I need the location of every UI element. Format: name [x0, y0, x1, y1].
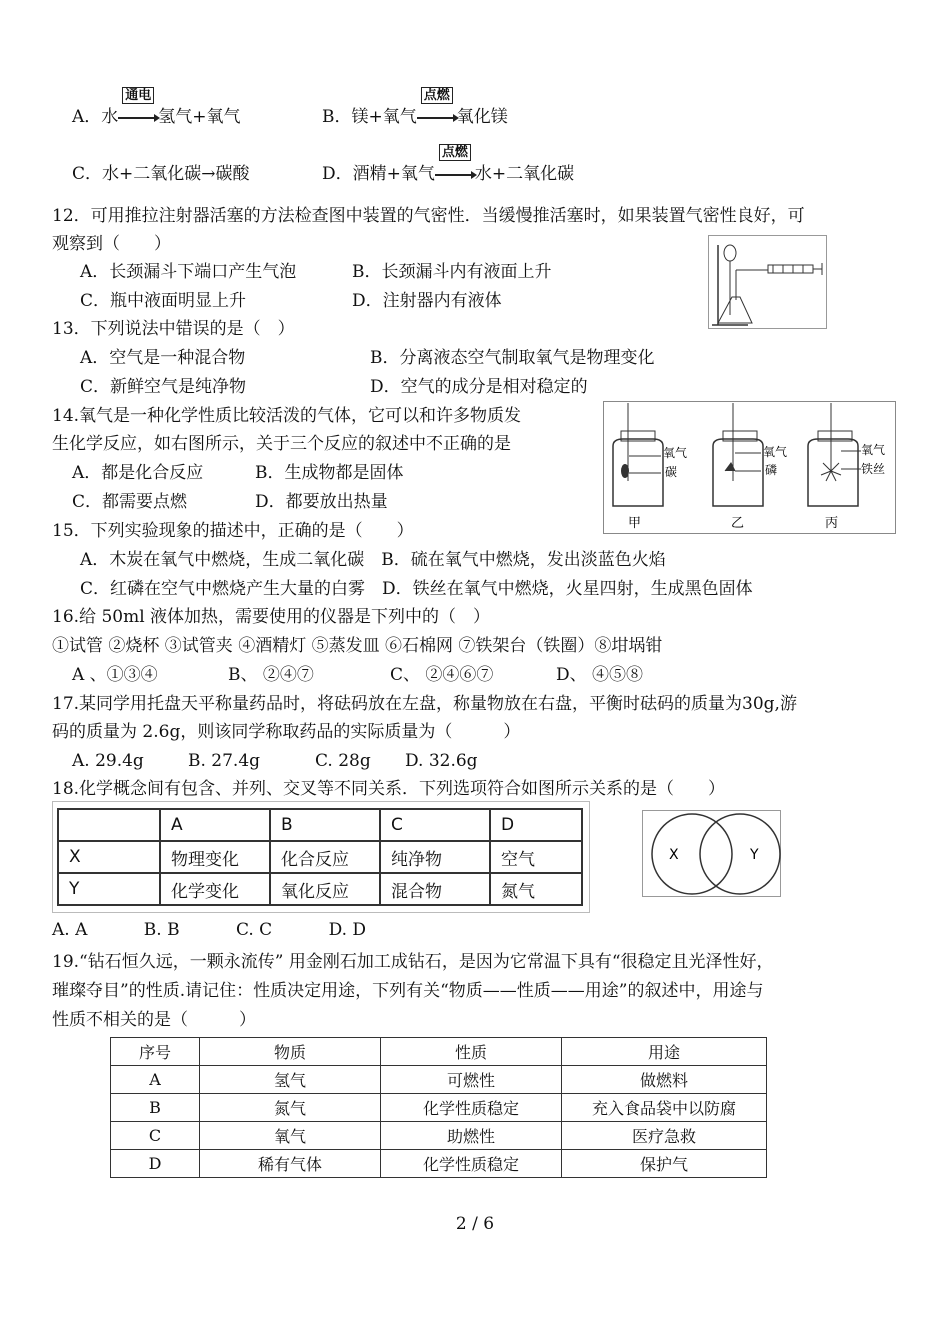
table-cell: 化学性质稳定	[381, 1150, 562, 1178]
table-cell: 纯净物	[380, 841, 490, 873]
table-cell: 氮气	[200, 1094, 381, 1122]
q16-option-d: D、 ④⑤⑧	[556, 665, 644, 685]
venn-label-x: X	[669, 847, 679, 863]
jar3-label-substance: 铁丝	[861, 462, 886, 476]
table-row	[58, 873, 582, 905]
table-cell: 化合反应	[270, 841, 380, 873]
table-cell: Y	[58, 873, 160, 905]
q15-options-cd: C．红磷在空气中燃烧产生大量的白雾 D．铁丝在氧气中燃烧，火星四射，生成黑色固体	[80, 579, 753, 599]
table-cell: B	[111, 1094, 200, 1122]
table-cell: 混合物	[380, 873, 490, 905]
jar2-label-oxygen: 氧气	[763, 445, 788, 459]
table-row	[58, 841, 582, 873]
reaction-arrow: 点燃	[417, 106, 457, 128]
table-cell: 化学变化	[160, 873, 270, 905]
q13-option-c: C．新鲜空气是纯净物	[80, 377, 247, 397]
jar-iron-wire	[808, 403, 885, 531]
table-cell: 做燃料	[562, 1066, 767, 1094]
combustion-jars-figure	[603, 401, 896, 534]
q13-option-d: D．空气的成分是相对稳定的	[370, 377, 588, 397]
jar1-name: 甲	[628, 516, 642, 531]
q16-option-a: A 、①③④	[72, 665, 158, 685]
table-cell: 氢气	[200, 1066, 381, 1094]
q12-stem-line1: 12．可用推拉注射器活塞的方法检查图中装置的气密性．当缓慢推活塞时，如果装置气密性良好，可	[52, 206, 805, 226]
q19-stem-line2: 璀璨夺目”的性质.请记住：性质决定用途，下列有关“物质——性质——用途”的叙述中，用途与	[52, 981, 764, 1001]
table-row	[58, 809, 582, 841]
q13-stem: 13．下列说法中错误的是（ ）	[52, 319, 295, 339]
q18-stem: 18.化学概念间有包含、并列、交叉等不同关系．下列选项符合如图所示关系的是（ ）	[52, 779, 726, 799]
q12-stem-line2: 观察到（ ）	[52, 234, 171, 254]
q12-option-c: C．瓶中液面明显上升	[80, 291, 247, 311]
q12-option-d: D．注射器内有液体	[352, 291, 502, 311]
table-cell: D	[490, 809, 582, 841]
q17-option-c: C. 28g	[315, 751, 371, 771]
table-cell: X	[58, 841, 160, 873]
q12-option-b: B．长颈漏斗内有液面上升	[352, 262, 552, 282]
q16-option-c: C、 ②④⑥⑦	[390, 665, 494, 685]
table-cell: B	[270, 809, 380, 841]
q16-option-b: B、 ②④⑦	[228, 665, 314, 685]
table-row	[111, 1122, 767, 1150]
table-cell: 稀有气体	[200, 1150, 381, 1178]
q14-option-d: D．都要放出热量	[255, 492, 388, 512]
table-cell: D	[111, 1150, 200, 1178]
q14-option-a: A．都是化合反应	[72, 463, 204, 483]
q17-option-b: B. 27.4g	[188, 751, 261, 771]
q11-option-a: A．水 通电 氢气+氧气	[72, 88, 241, 127]
jar3-name: 丙	[825, 516, 839, 531]
q19-stem-line1: 19.“钻石恒久远，一颗永流传” 用金刚石加工成钻石，是因为它常温下具有“很稳定且光泽性好，	[52, 952, 774, 972]
q13-option-a: A．空气是一种混合物	[80, 348, 246, 368]
q15-options-ab: A．木炭在氧气中燃烧，生成二氧化碳 B．硫在氧气中燃烧，发出淡蓝色火焰	[80, 550, 666, 570]
q14-option-c: C．都需要点燃	[72, 492, 188, 512]
table-cell: 化学性质稳定	[381, 1094, 562, 1122]
q16-stem: 16.给 50ml 液体加热，需要使用的仪器是下列中的（ ）	[52, 607, 491, 627]
table-cell: C	[380, 809, 490, 841]
q11-option-c: C．水+二氧化碳→碳酸	[72, 164, 250, 184]
jar2-label-substance: 磷	[765, 463, 778, 477]
q17-stem-line2: 码的质量为 2.6g，则该同学称取药品的实际质量为（ ）	[52, 722, 521, 742]
table-cell: A	[160, 809, 270, 841]
table-cell: 用途	[562, 1038, 767, 1066]
table-cell: 可燃性	[381, 1066, 562, 1094]
table-cell: 医疗急救	[562, 1122, 767, 1150]
table-row	[111, 1038, 767, 1066]
q13-option-b: B．分离液态空气制取氧气是物理变化	[370, 348, 655, 368]
q19-table	[110, 1037, 767, 1178]
table-row	[111, 1066, 767, 1094]
jar3-label-oxygen: 氧气	[861, 443, 886, 457]
table-cell: 性质	[381, 1038, 562, 1066]
q17-stem-line1: 17.某同学用托盘天平称量药品时，将砝码放在左盘，称量物放在右盘，平衡时砝码的质量为30g,游	[52, 694, 797, 714]
venn-diagram	[642, 810, 782, 898]
table-cell: 充入食品袋中以防腐	[562, 1094, 767, 1122]
q14-stem-line1: 14.氧气是一种化学性质比较活泼的气体，它可以和许多物质发	[52, 406, 522, 426]
reaction-arrow: 点燃	[435, 163, 475, 185]
q15-stem: 15．下列实验现象的描述中，正确的是（ ）	[52, 521, 414, 541]
q14-option-b: B．生成物都是固体	[255, 463, 404, 483]
table-cell: A	[111, 1066, 200, 1094]
q18-table	[57, 808, 583, 906]
q11-option-d: D．酒精+氧气 点燃 水+二氧化碳	[322, 145, 575, 184]
jar1-label-oxygen: 氧气	[663, 446, 688, 460]
venn-label-y: Y	[750, 847, 759, 863]
jar-phosphorus	[713, 403, 787, 531]
table-cell: 空气	[490, 841, 582, 873]
q19-stem-line3: 性质不相关的是（ ）	[52, 1010, 256, 1030]
table-cell: C	[111, 1122, 200, 1150]
syringe-apparatus-figure	[708, 235, 828, 330]
q17-option-a: A. 29.4g	[72, 751, 144, 771]
table-cell: 氧气	[200, 1122, 381, 1150]
q14-stem-line2: 生化学反应，如右图所示，关于三个反应的叙述中不正确的是	[52, 434, 511, 454]
table-cell: 物质	[200, 1038, 381, 1066]
jar2-name: 乙	[731, 516, 745, 531]
table-cell: 氧化反应	[270, 873, 380, 905]
q17-option-d: D. 32.6g	[405, 751, 478, 771]
jar-carbon	[613, 403, 687, 531]
table-cell: 序号	[111, 1038, 200, 1066]
page-number: 2 / 6	[455, 1214, 495, 1234]
q11-option-b: B．镁+氧气 点燃 氧化镁	[322, 88, 508, 127]
jar1-label-substance: 碳	[665, 465, 678, 479]
table-cell: 氮气	[490, 873, 582, 905]
table-cell: 物理变化	[160, 841, 270, 873]
q16-items: ①试管 ②烧杯 ③试管夹 ④酒精灯 ⑤蒸发皿 ⑥石棉网 ⑦铁架台（铁圈）⑧坩埚钳	[52, 636, 663, 656]
table-cell: 保护气	[562, 1150, 767, 1178]
table-cell	[58, 809, 160, 841]
table-row	[111, 1150, 767, 1178]
table-row	[111, 1094, 767, 1122]
q12-option-a: A．长颈漏斗下端口产生气泡	[80, 262, 297, 282]
reaction-arrow: 通电	[118, 106, 158, 128]
table-cell: 助燃性	[381, 1122, 562, 1150]
q18-answers: A. A B. B C. C D. D	[52, 920, 367, 940]
